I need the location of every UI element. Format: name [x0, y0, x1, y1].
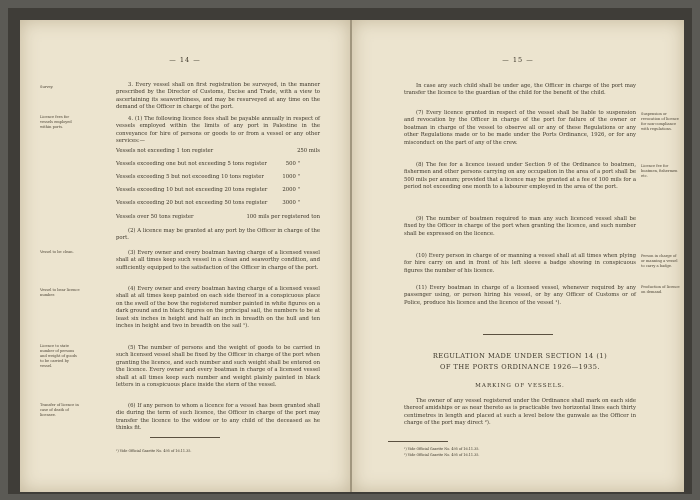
- margin-note-suspension: Suspension or revocation of licence for non-compliance with regulations.: [641, 112, 679, 131]
- regulation-heading-line-2: OF THE PORTS ORDINANCE 1926—1935.: [439, 363, 601, 371]
- marking-subheading: MARKING OF VESSELS.: [475, 383, 565, 389]
- fee-label: Vessels over 50 tons register: [116, 214, 194, 220]
- fee-label: Vessels exceeding one but not exceeding 5 tons register: [116, 161, 267, 167]
- margin-note-clean: Vessel to be clean.: [40, 250, 74, 254]
- fee-row: [116, 161, 320, 168]
- fee-label: Vessels exceeding 5 but not exceeding 10 tons register: [116, 174, 264, 180]
- margin-note-transfer: Transfer of licence in case of death of licensee.: [40, 403, 79, 417]
- paragraph-3: 3. Every vessel shall on first registration be surveyed, in the manner prescribed by the Director of Customs, Excise and Trade, with a view to ascertaining its seaworthiness, and may be resurveyed at any time on the demand of the Officer in charge of the port.: [116, 82, 320, 111]
- page-number-left: — 14 —: [169, 56, 201, 64]
- paragraph-10-right: (10) Every person in charge of or manning a vessel shall at all times when plying for hire carry on and in front of his left sleeve a badge showing in conspicuous figures the number of his licence.: [404, 253, 636, 274]
- footnote-1: ¹) Vide Official Gazette No. 495 of 16.11.35.: [404, 447, 480, 451]
- footnote-2: ²) Vide Official Gazette No. 495 of 16.11.35.: [404, 453, 480, 457]
- section-rule: [483, 334, 553, 335]
- margin-note-production: Production of licence on demand.: [641, 285, 680, 294]
- margin-note-survey: Survey.: [40, 85, 54, 89]
- margin-note-capacity: Licence to state number of persons and weight of goods to be carried by vessel.: [40, 344, 77, 368]
- margin-note-numbers: Vessel to bear licence number.: [40, 288, 80, 297]
- paragraph-11-right: (11) Every boatman in charge of a licensed vessel, whenever required by any passenger using, or person hiring his vessel, or by any Officer of Customs or of Police, produce his licence and the licence of the vessel ¹).: [404, 285, 636, 306]
- right-page: [352, 20, 684, 492]
- fee-row: [116, 214, 320, 221]
- fee-row: [116, 148, 320, 155]
- paragraph-9-right: (9) The number of boatmen required to man any such licenced vessel shall be fixed by the Officer in charge of the port when granting the licence, and such number shall be expressed on the licence.: [404, 216, 636, 237]
- fee-value: 500 ": [285, 161, 300, 167]
- paragraph-5: (3) Every owner and every boatman having charge of a licensed vessel shall at all times keep such vessel in a clean and seaworthy condition, and sufficiently equipped to the satisfaction of the Officer in charge of the port.: [116, 250, 320, 271]
- footnote-rule: [150, 437, 220, 438]
- regulation-heading-line-1: REGULATION MADE UNDER SECTION 14 (1): [432, 352, 608, 360]
- fee-value: 100 mils per registered ton: [246, 214, 320, 220]
- paragraph-7: (5) The number of persons and the weight of goods to be carried in such licensed vessel shall be fixed by the Officer in charge of the port when granting the licence, and such number and such weight shall be entered on the licence. Every owner and every boatman in charge of a licensed vessel shall at all times keep such number and weight plainly painted in black letters in a conspicuous place inside the stern of the vessel.: [116, 345, 320, 389]
- paragraph-4: 4. (1) The following licence fees shall be payable annually in respect of vessels employed within the limits of any port in Palestine in the conveyance for hire of persons or goods to or from a vessel or any other services:—: [116, 116, 320, 145]
- fee-label: Vessels not exceeding 1 ton register: [116, 148, 214, 154]
- paragraph-6: (4) Every owner and every boatman having charge of a licensed vessel shall at all times keep painted on each side thereof in a conspicuous place on the swell of the bow the registered number painted in white figures on a dark ground and in black figures on the principal sail, the numbers to be at least six inches in height and half an inch in breadth on the hull and ten inches in height and two in breadth on the sail ¹).: [116, 286, 320, 330]
- booklet-spread: [8, 8, 692, 494]
- paragraph-continued: In case any such child shall be under age, the Officer in charge of the port may transfer the licence to the guardian of the child for the benefit of the child.: [404, 83, 636, 97]
- fee-value: 3000 ": [282, 200, 300, 206]
- paragraph-4-2: (2) A licence may be granted at any port by the Officer in charge of the port.: [116, 228, 320, 242]
- page-number-right: — 15 —: [502, 56, 534, 64]
- fee-value: 2000 ": [282, 187, 300, 193]
- footnote-rule: [388, 441, 448, 442]
- fee-value: 250 mils: [297, 148, 320, 154]
- fee-row: [116, 187, 320, 194]
- left-page: [20, 20, 350, 492]
- fee-row: [116, 200, 320, 207]
- fee-label: Vessels exceeding 10 but not exceeding 20 tons register: [116, 187, 268, 193]
- paragraph-8-right: (8) The fee for a licence issued under Section 9 of the Ordinance to boatmen, fishermen and other persons carrying on any occupation in the area of a port shall be 500 mils per annum; provided that a licence may be granted at a fee of 100 mils for a period not exceeding one month to a labourer employed in the area of the port.: [404, 162, 636, 191]
- fee-value: 1000 ": [282, 174, 300, 180]
- paragraph-7-right: (7) Every licence granted in respect of the vessel shall be liable to suspension and revocation by the Officer in charge of the port for failure of the owner or boatman in charge of the vessel to observe all or any of these Regulations or any other Regulations made or to be made under the Ports Ordinance, 1926, or for any misconduct on the part of any of the crew.: [404, 110, 636, 146]
- fee-label: Vessels exceeding 20 but not exceeding 50 tons register: [116, 200, 268, 206]
- margin-note-licence-fees: Licence fees for vessels employed within ports.: [40, 115, 72, 129]
- paragraph-8: (6) If any person to whom a licence for a vessel has been granted shall die during the term of such licence, the Officer in charge of the port may transfer the licence to the widow or to any child of the deceased as he thinks fit.: [116, 403, 320, 432]
- fee-row: [116, 174, 320, 181]
- paragraph-marking: The owner of any vessel registered under the Ordinance shall mark on each side thereof amidships or as near thereto as is practicable two horizontal lines each thirty centimetres in length and placed at such a level below the gunwale as the Officer in charge of the port may direct ²).: [404, 398, 636, 427]
- margin-note-boatmen: Licence fee for boatmen, fishermen etc.: [641, 164, 678, 178]
- margin-note-badge: Person in charge of or manning a vessel to carry a badge.: [641, 254, 678, 268]
- footnote: ¹) Vide Official Gazette No. 495 of 16.11.35.: [116, 449, 192, 453]
